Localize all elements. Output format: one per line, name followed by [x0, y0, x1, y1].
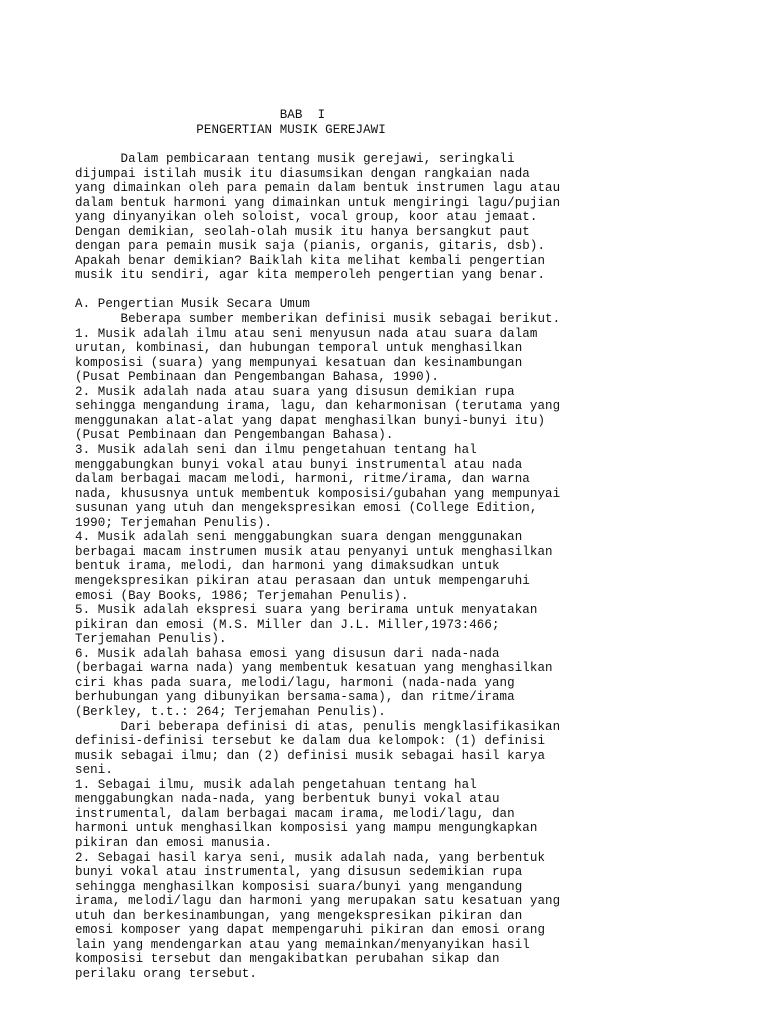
text-line: harmoni untuk menghasilkan komposisi yang mampu mengungkapkan	[75, 821, 538, 835]
text-line: emosi komposer yang dapat mempengaruhi pikiran dan emosi orang	[75, 923, 546, 937]
text-line: 1. Musik adalah ilmu atau seni menyusun nada atau suara dalam	[75, 327, 538, 341]
text-line: 2. Sebagai hasil karya seni, musik adalah nada, yang berbentuk	[75, 851, 546, 865]
text-line: Terjemahan Penulis).	[75, 632, 227, 646]
text-line: komposisi (suara) yang mempunyai kesatuan dan kesinambungan	[75, 356, 523, 370]
text-line: musik itu sendiri, agar kita memperoleh pengertian yang benar.	[75, 268, 546, 282]
text-line: urutan, kombinasi, dan hubungan temporal untuk menghasilkan	[75, 341, 523, 355]
text-line: dalam berbagai macam melodi, harmoni, ritme/irama, dan warna	[75, 472, 530, 486]
text-line: bentuk irama, melodi, dan harmoni yang dimaksudkan untuk	[75, 559, 500, 573]
text-line: Beberapa sumber memberikan definisi musik sebagai berikut.	[75, 312, 561, 326]
text-line: seni.	[75, 763, 113, 777]
text-line: lain yang mendengarkan atau yang memainkan/menyanyikan hasil	[75, 938, 530, 952]
text-line: dijumpai istilah musik itu diasumsikan dengan rangkaian nada	[75, 167, 530, 181]
text-line: perilaku orang tersebut.	[75, 967, 257, 981]
section-heading: A. Pengertian Musik Secara Umum	[75, 297, 311, 311]
text-line: instrumental, dalam berbagai macam irama, melodi/lagu, dan	[75, 807, 515, 821]
text-line: 6. Musik adalah bahasa emosi yang disusun dari nada-nada	[75, 647, 500, 661]
text-line: (Berkley, t.t.: 264; Terjemahan Penulis).	[75, 705, 386, 719]
chapter-title: PENGERTIAN MUSIK GEREJAWI	[75, 123, 386, 137]
text-line: yang dinyanyikan oleh soloist, vocal group, koor atau jemaat.	[75, 210, 538, 224]
text-line: pikiran dan emosi manusia.	[75, 836, 273, 850]
text-line: 3. Musik adalah seni dan ilmu pengetahuan tentang hal	[75, 443, 477, 457]
text-line: sehingga mengandung irama, lagu, dan keharmonisan (terutama yang	[75, 399, 561, 413]
text-line: Dalam pembicaraan tentang musik gerejawi, seringkali	[75, 152, 515, 166]
text-line: yang dimainkan oleh para pemain dalam bentuk instrumen lagu atau	[75, 181, 561, 195]
text-line: menggabungkan bunyi vokal atau bunyi instrumental atau nada	[75, 458, 523, 472]
text-line: (Pusat Pembinaan dan Pengembangan Bahasa).	[75, 428, 394, 442]
text-line: mengekspresikan pikiran atau perasaan dan untuk mempengaruhi	[75, 574, 530, 588]
text-line: berbagai macam instrumen musik atau penyanyi untuk menghasilkan	[75, 545, 553, 559]
text-line: menggabungkan nada-nada, yang berbentuk bunyi vokal atau	[75, 792, 500, 806]
text-line: susunan yang utuh dan mengekspresikan emosi (College Edition,	[75, 501, 538, 515]
text-line: musik sebagai ilmu; dan (2) definisi musik sebagai hasil karya	[75, 749, 546, 763]
text-line: komposisi tersebut dan mengakibatkan perubahan sikap dan	[75, 952, 500, 966]
text-line: Dari beberapa definisi di atas, penulis mengklasifikasikan	[75, 720, 561, 734]
text-line: emosi (Bay Books, 1986; Terjemahan Penulis).	[75, 589, 409, 603]
text-line: definisi-definisi tersebut ke dalam dua kelompok: (1) definisi	[75, 734, 546, 748]
text-line: sehingga menghasilkan komposisi suara/bunyi yang mengandung	[75, 880, 523, 894]
text-line: 1. Sebagai ilmu, musik adalah pengetahuan tentang hal	[75, 778, 477, 792]
text-line: 1990; Terjemahan Penulis).	[75, 516, 273, 530]
text-line: berhubungan yang dibunyikan bersama-sama), dan ritme/irama	[75, 690, 515, 704]
text-line: ciri khas pada suara, melodi/lagu, harmoni (nada-nada yang	[75, 676, 515, 690]
chapter-number: BAB I	[75, 108, 326, 122]
text-line: 2. Musik adalah nada atau suara yang disusun demikian rupa	[75, 385, 515, 399]
text-line: Apakah benar demikian? Baiklah kita melihat kembali pengertian	[75, 254, 546, 268]
text-line: 4. Musik adalah seni menggabungkan suara dengan menggunakan	[75, 530, 523, 544]
text-line: irama, melodi/lagu dan harmoni yang merupakan satu kesatuan yang	[75, 894, 561, 908]
text-line: dengan para pemain musik saja (pianis, organis, gitaris, dsb).	[75, 239, 546, 253]
text-line: pikiran dan emosi (M.S. Miller dan J.L. Miller,1973:466;	[75, 618, 500, 632]
text-line: Dengan demikian, seolah-olah musik itu hanya bersangkut paut	[75, 225, 530, 239]
text-line: utuh dan berkesinambungan, yang mengekspresikan pikiran dan	[75, 909, 523, 923]
text-line: (Pusat Pembinaan dan Pengembangan Bahasa, 1990).	[75, 370, 439, 384]
text-line: dalam bentuk harmoni yang dimainkan untuk mengiringi lagu/pujian	[75, 196, 561, 210]
text-line: menggunakan alat-alat yang dapat menghasilkan bunyi-bunyi itu)	[75, 414, 546, 428]
text-line: 5. Musik adalah ekspresi suara yang berirama untuk menyatakan	[75, 603, 538, 617]
text-line: nada, khususnya untuk membentuk komposisi/gubahan yang mempunyai	[75, 487, 561, 501]
text-line: (berbagai warna nada) yang membentuk kesatuan yang menghasilkan	[75, 661, 553, 675]
text-line: bunyi vokal atau instrumental, yang disusun sedemikian rupa	[75, 865, 523, 879]
